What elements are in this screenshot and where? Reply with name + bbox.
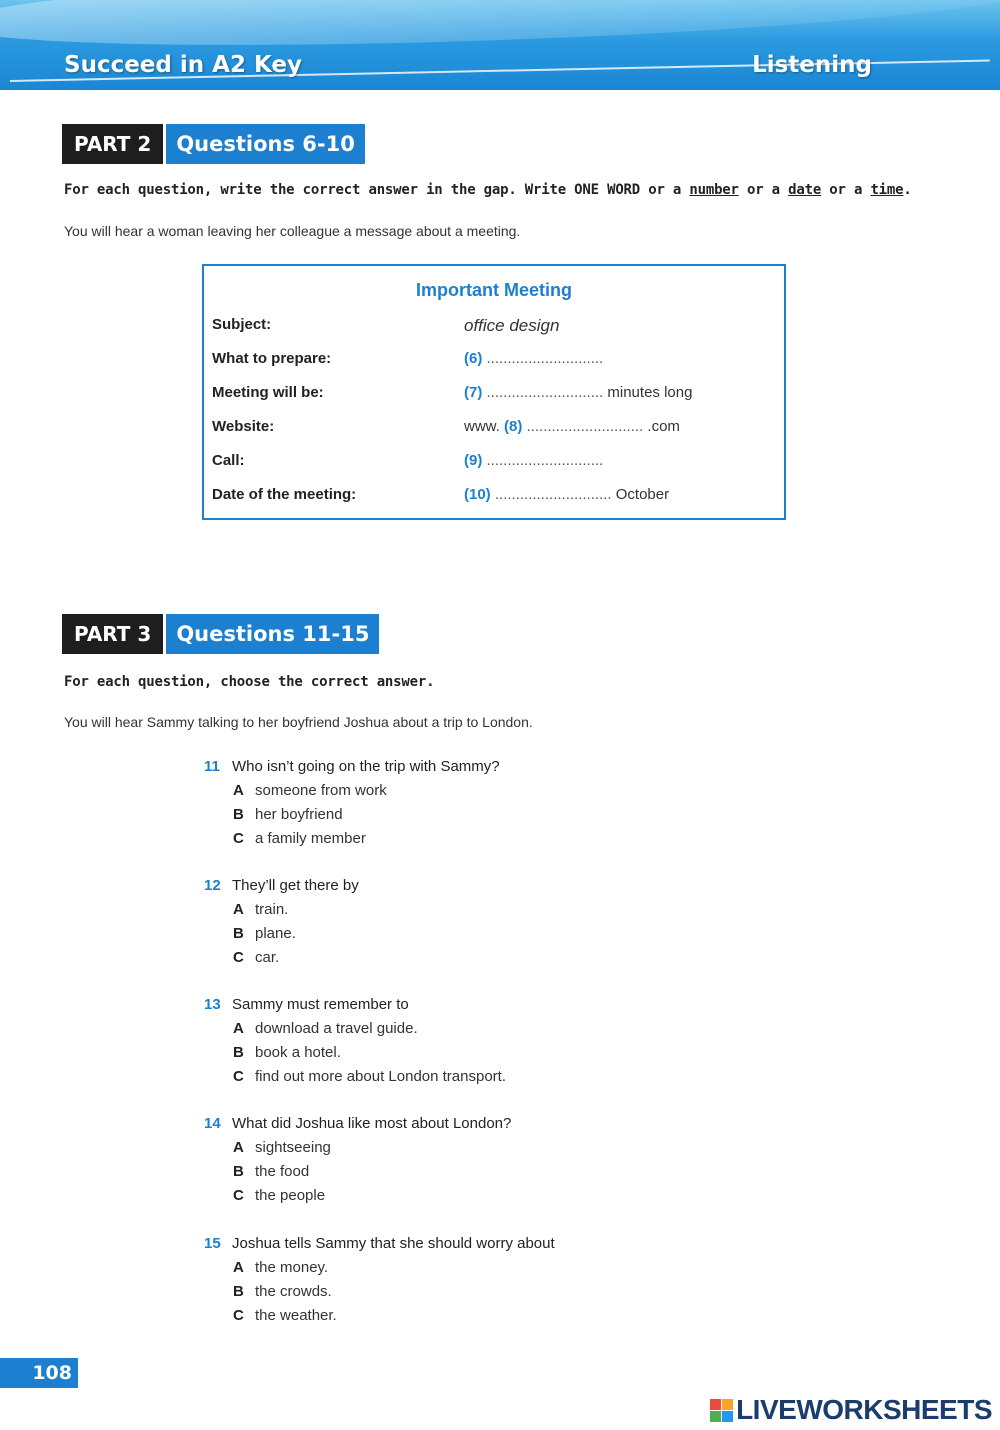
question-text: They’ll get there by (232, 877, 359, 894)
option-text: a family member (255, 830, 366, 847)
part2-label: PART 2 (62, 124, 163, 164)
answer-gap[interactable]: ............................ (486, 350, 604, 367)
meeting-row (212, 384, 782, 408)
question-item (204, 1115, 511, 1211)
option-text: the food (255, 1163, 310, 1180)
logo-text: LIVEWORKSHEETS (736, 1394, 992, 1425)
answer-option[interactable] (204, 1044, 506, 1068)
question-item (204, 877, 359, 973)
option-text: sightseeing (255, 1139, 331, 1156)
option-letter: C (233, 830, 244, 847)
option-letter: B (233, 1163, 244, 1180)
option-letter: B (233, 1283, 244, 1300)
option-letter: A (233, 901, 244, 918)
question-item (204, 1235, 555, 1331)
answer-option[interactable] (204, 1020, 506, 1044)
answer-option[interactable] (204, 1187, 511, 1211)
logo-square (722, 1411, 733, 1422)
logo-square (710, 1399, 721, 1410)
meeting-notes-box (202, 264, 786, 520)
meeting-row-value[interactable] (464, 384, 692, 401)
question-stem (204, 1235, 555, 1259)
answer-option[interactable] (204, 1139, 511, 1163)
value-suffix: .com (647, 418, 680, 435)
option-text: train. (255, 901, 289, 918)
option-text: car. (255, 949, 280, 966)
question-stem (204, 996, 506, 1020)
answer-gap[interactable]: ............................ (494, 486, 612, 503)
answer-option[interactable] (204, 949, 359, 973)
answer-option[interactable] (204, 1259, 555, 1283)
meeting-row-label: Call: (212, 452, 245, 469)
question-text: Joshua tells Sammy that she should worry about (232, 1235, 555, 1252)
section-title: Listening (752, 52, 872, 78)
instruction-number: number (689, 182, 739, 198)
question-number: 13 (204, 996, 221, 1013)
option-letter: C (233, 1307, 244, 1324)
meeting-row-value[interactable] (464, 350, 603, 367)
book-title: Succeed in A2 Key (64, 52, 302, 78)
question-number: 12 (204, 877, 221, 894)
question-stem (204, 877, 359, 901)
part3-context: You will hear Sammy talking to her boyfriend Joshua about a trip to London. (64, 714, 533, 730)
meeting-row (212, 486, 782, 510)
logo-square (722, 1399, 733, 1410)
question-number: 14 (204, 1115, 221, 1132)
option-text: someone from work (255, 782, 387, 799)
option-letter: C (233, 949, 244, 966)
part2-questions: Questions 6-10 (166, 124, 365, 164)
gap-number: (10) (464, 486, 491, 503)
logo-square (710, 1411, 721, 1422)
instruction-text: or a (738, 182, 789, 198)
option-text: find out more about London transport. (255, 1068, 507, 1085)
answer-option[interactable] (204, 1283, 555, 1307)
answer-option[interactable] (204, 1307, 555, 1331)
answer-gap[interactable]: ............................ (486, 384, 604, 401)
value-prefix: www. (464, 418, 500, 435)
meeting-row-value[interactable] (464, 486, 669, 503)
option-text: the money. (255, 1259, 329, 1276)
meeting-row-value[interactable] (464, 452, 603, 469)
part2-instruction (64, 182, 912, 198)
instruction-text: For each question, write the correct answer in the gap. Write ONE WORD or a (64, 182, 690, 198)
page-number: 108 (0, 1358, 78, 1388)
question-text: What did Joshua like most about London? (232, 1115, 512, 1132)
meeting-box-title: Important Meeting (416, 280, 572, 300)
option-letter: C (233, 1187, 244, 1204)
part2-header (62, 124, 365, 164)
instruction-text: . (903, 182, 912, 198)
question-number: 15 (204, 1235, 221, 1252)
meeting-row-label: Website: (212, 418, 275, 435)
part3-questions: Questions 11-15 (166, 614, 379, 654)
meeting-row (212, 316, 782, 340)
meeting-row-label: Date of the meeting: (212, 486, 357, 503)
gap-number: (8) (504, 418, 523, 435)
option-letter: A (233, 782, 244, 799)
answer-option[interactable] (204, 1068, 506, 1092)
question-item (204, 758, 500, 854)
meeting-row-value[interactable] (464, 418, 680, 435)
instruction-date: date (788, 182, 822, 198)
value-suffix: office design (464, 316, 560, 335)
option-letter: A (233, 1020, 244, 1037)
gap-number: (6) (464, 350, 483, 367)
header-banner (0, 0, 1000, 90)
instruction-text: or a (821, 182, 871, 198)
option-letter: A (233, 1139, 244, 1156)
answer-gap[interactable]: ............................ (526, 418, 644, 435)
gap-number: (9) (464, 452, 483, 469)
answer-gap[interactable]: ............................ (486, 452, 604, 469)
value-suffix: October (615, 486, 670, 503)
meeting-row (212, 452, 782, 476)
meeting-row (212, 350, 782, 374)
option-text: the weather. (255, 1307, 337, 1324)
meeting-row-label: What to prepare: (212, 350, 332, 367)
answer-option[interactable] (204, 782, 500, 806)
liveworksheets-logo[interactable] (710, 1394, 992, 1426)
part2-context: You will hear a woman leaving her colleague a message about a meeting. (64, 223, 521, 239)
question-stem (204, 1115, 511, 1139)
option-text: download a travel guide. (255, 1020, 418, 1037)
answer-option[interactable] (204, 1163, 511, 1187)
part3-label: PART 3 (62, 614, 163, 654)
meeting-row-label: Meeting will be: (212, 384, 324, 401)
option-text: the people (255, 1187, 326, 1204)
option-text: book a hotel. (255, 1044, 341, 1061)
value-suffix: minutes long (607, 384, 693, 401)
answer-option[interactable] (204, 901, 359, 925)
question-text: Who isn’t going on the trip with Sammy? (232, 758, 500, 775)
gap-number: (7) (464, 384, 483, 401)
answer-option[interactable] (204, 830, 500, 854)
instruction-time: time (870, 182, 904, 198)
option-letter: B (233, 1044, 244, 1061)
option-letter: C (233, 1068, 244, 1085)
part3-header (62, 614, 379, 654)
option-text: the crowds. (255, 1283, 332, 1300)
option-text: plane. (255, 925, 296, 942)
part3-instruction: For each question, choose the correct answer. (64, 674, 435, 690)
question-item (204, 996, 506, 1092)
option-letter: A (233, 1259, 244, 1276)
question-text: Sammy must remember to (232, 996, 409, 1013)
logo-squares-icon (710, 1399, 733, 1422)
meeting-row-value (464, 316, 559, 336)
question-number: 11 (204, 758, 220, 775)
answer-option[interactable] (204, 806, 500, 830)
meeting-row-label: Subject: (212, 316, 272, 333)
option-letter: B (233, 806, 244, 823)
meeting-row (212, 418, 782, 442)
answer-option[interactable] (204, 925, 359, 949)
option-text: her boyfriend (255, 806, 343, 823)
question-stem (204, 758, 500, 782)
option-letter: B (233, 925, 244, 942)
